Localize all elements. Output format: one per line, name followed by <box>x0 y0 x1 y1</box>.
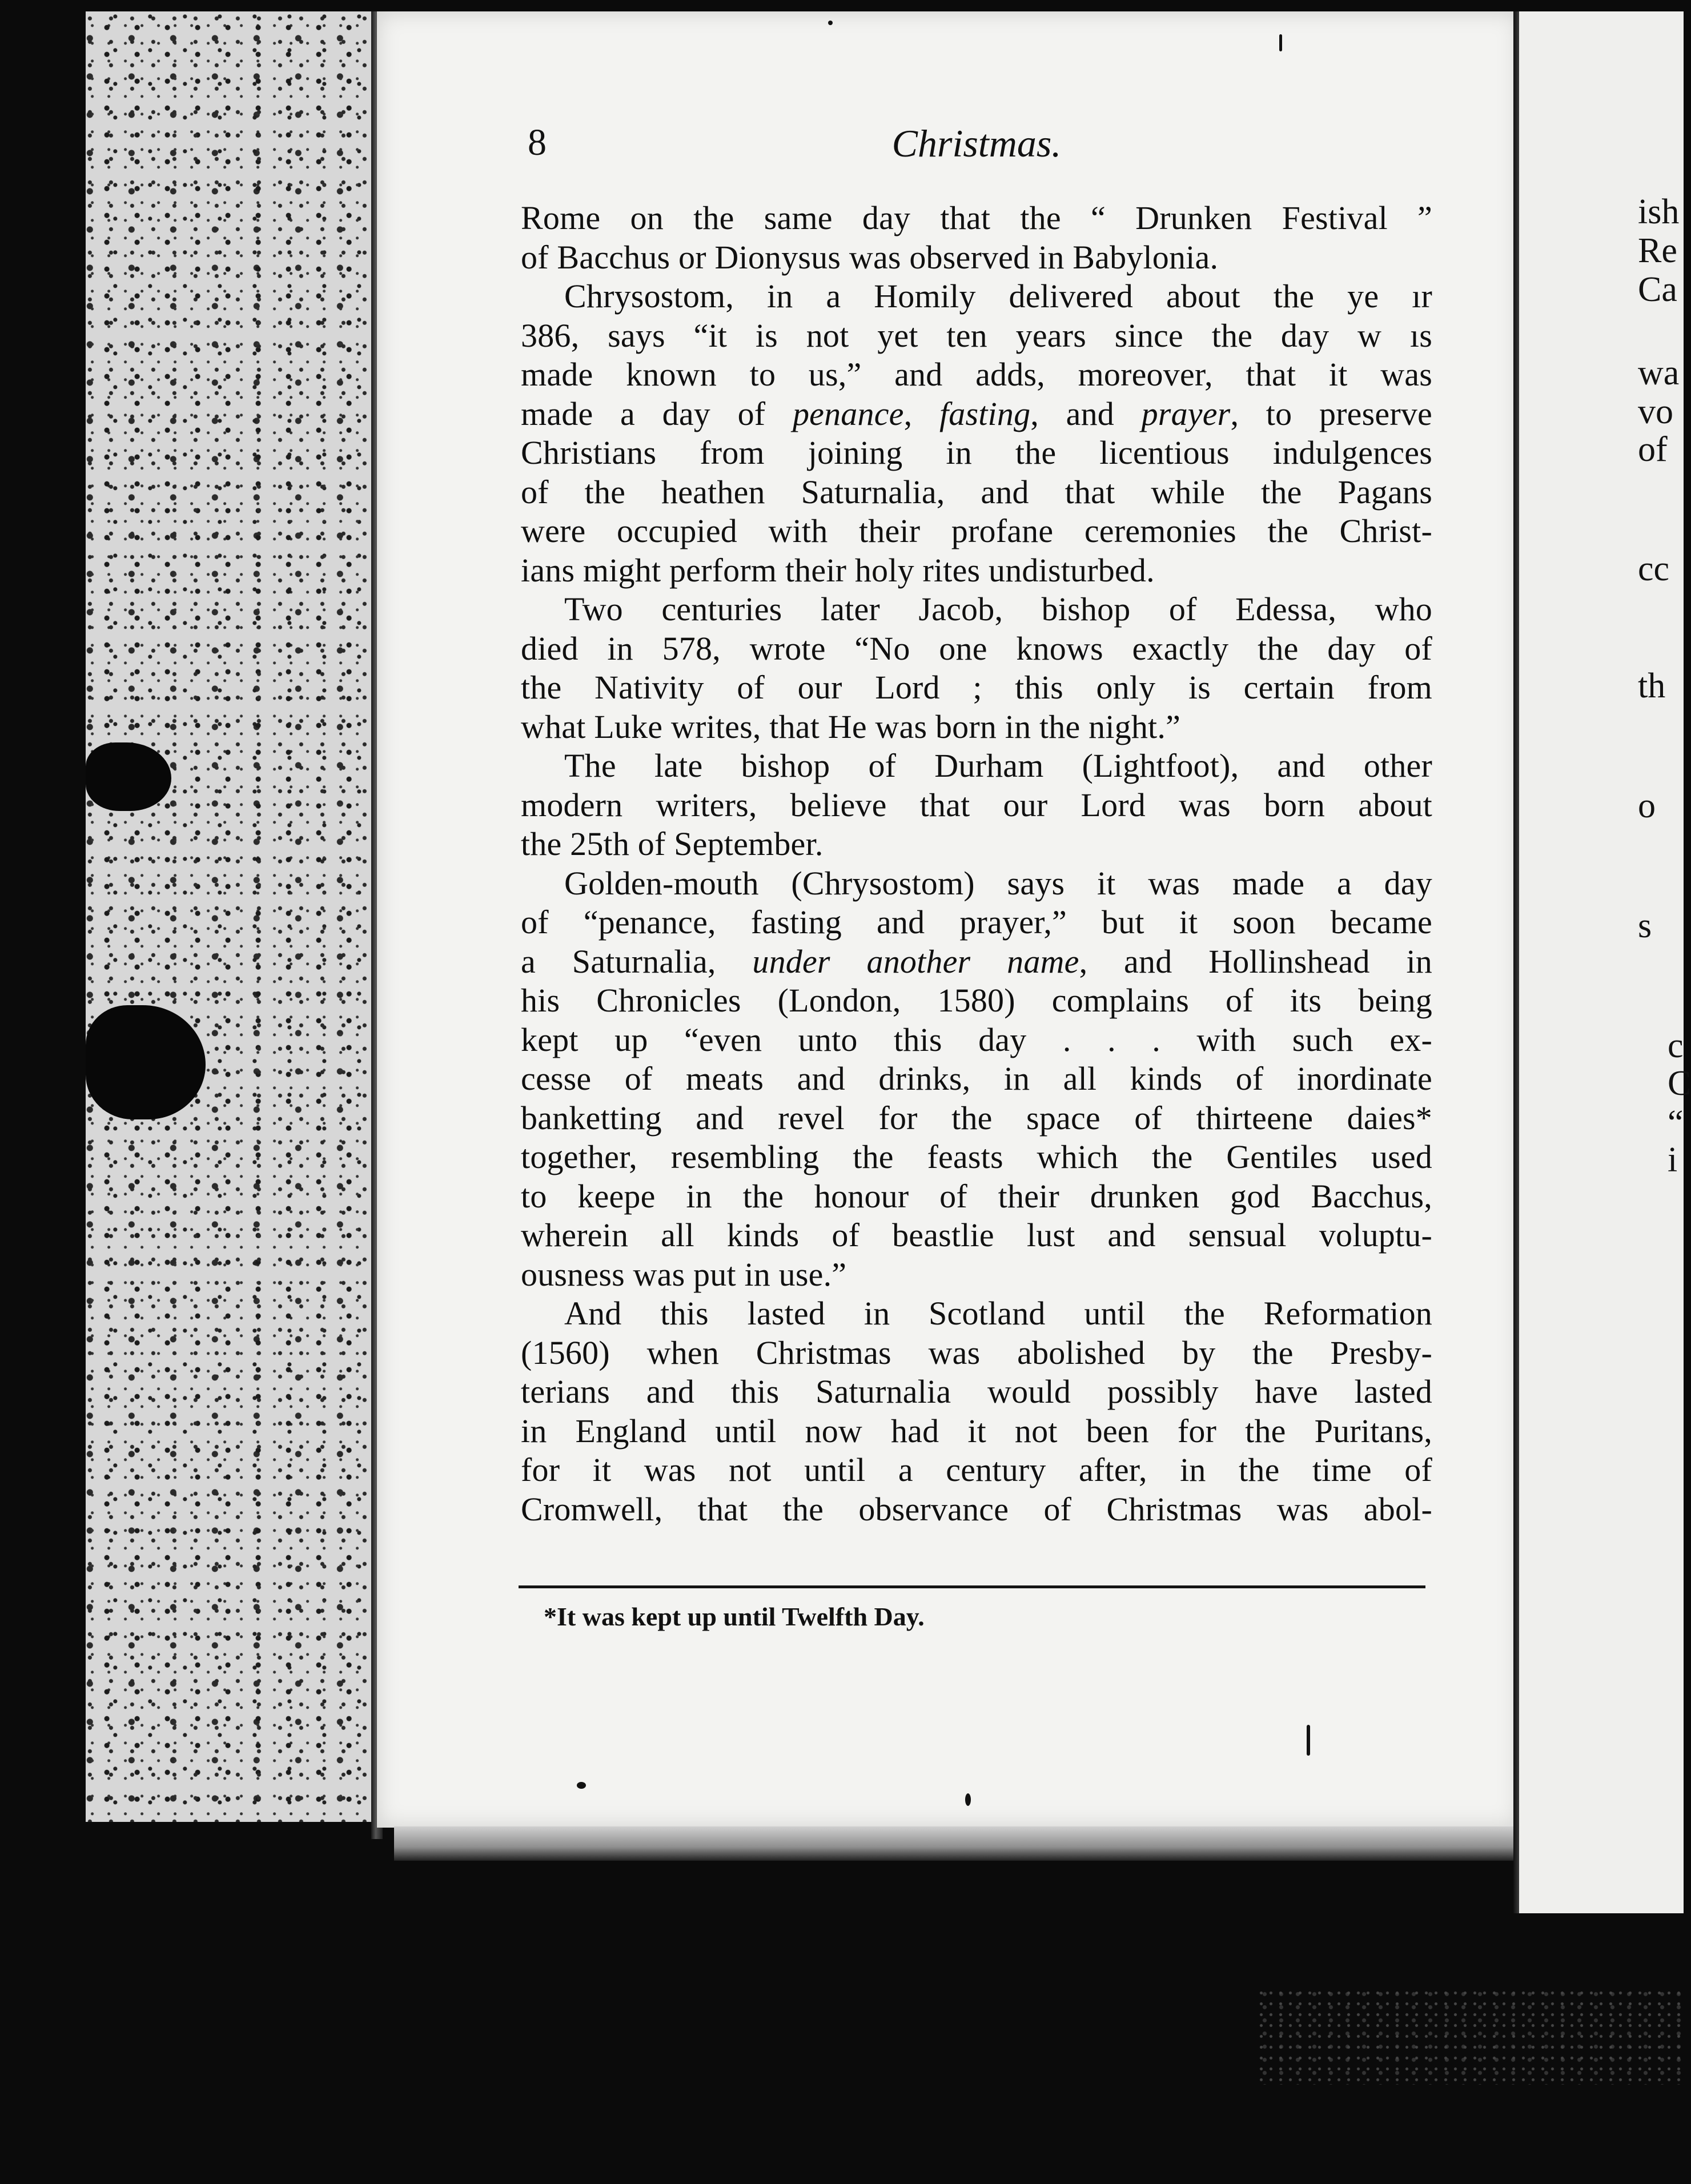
right-page-fragment: wa <box>1638 354 1680 392</box>
text-line: together, resembling the feasts which the Gentiles used <box>521 1138 1432 1175</box>
ink-speck <box>1279 34 1282 51</box>
text-line: his Chronicles (London, 1580) complains of its being <box>521 982 1432 1019</box>
text-line: And this lasted in Scotland until the Reformation <box>564 1295 1432 1332</box>
text-line: cesse of meats and drinks, in all kinds of inordinate <box>521 1060 1432 1097</box>
right-page-fragment: Ca <box>1638 270 1677 309</box>
left-page-strip <box>86 11 383 1822</box>
body-text <box>521 199 1432 1529</box>
text-line: of “penance, fasting and prayer,” but it soon became <box>521 904 1432 941</box>
ink-speck <box>828 21 833 25</box>
text-line: for it was not until a century after, in the time of <box>521 1451 1432 1488</box>
ink-speck <box>1307 1725 1310 1756</box>
text-line: banketting and revel for the space of thirteene daies* <box>521 1099 1432 1137</box>
right-page-fragment: cc <box>1638 549 1670 588</box>
text-line: Rome on the same day that the “ Drunken Festival ” <box>521 199 1432 236</box>
right-page-fragment: i <box>1668 1141 1678 1179</box>
text-line: a Saturnalia, under another name, and Hollinshead in <box>521 942 1432 980</box>
right-page-fragment: C <box>1668 1064 1691 1103</box>
scan-noise <box>1256 1988 1684 2085</box>
text-line: Two centuries later Jacob, bishop of Edessa, who <box>564 591 1432 628</box>
text-line: in England until now had it not been for the Puritans, <box>521 1412 1432 1450</box>
text-line: terians and this Saturnalia would possibly have lasted <box>521 1373 1432 1410</box>
right-page-fragment: o <box>1638 786 1656 825</box>
ink-speck <box>577 1782 586 1789</box>
text-line: to keepe in the honour of their drunken god Bacchus, <box>521 1177 1432 1215</box>
text-line: ousness was put in use.” <box>521 1255 847 1293</box>
text-line: The late bishop of Durham (Lightfoot), and other <box>564 747 1432 784</box>
text-line: 386, says “it is not yet ten years since the day w ıs <box>521 316 1432 354</box>
text-line: (1560) when Christmas was abolished by the Presby- <box>521 1334 1432 1371</box>
text-line: died in 578, wrote “No one knows exactly the day of <box>521 629 1432 667</box>
text-line: were occupied with their profane ceremonies the Christ- <box>521 512 1432 549</box>
text-line: Christians from joining in the licentious indulgences <box>521 434 1432 471</box>
text-line: modern writers, believe that our Lord was born about <box>521 786 1432 824</box>
page-number: 8 <box>528 122 547 163</box>
footnote-rule <box>519 1585 1425 1588</box>
right-page-fragment: vo <box>1638 392 1673 431</box>
right-page-fragment: ish <box>1638 192 1680 231</box>
text-line: ians might perform their holy rites undisturbed. <box>521 551 1155 589</box>
text-line: made a day of penance, fasting, and prayer, to preserve <box>521 395 1432 432</box>
page-bottom-edge <box>394 1826 1536 1861</box>
ink-speck <box>965 1793 971 1806</box>
page-header <box>525 121 1428 172</box>
text-line: kept up “even unto this day . . . with such ex- <box>521 1021 1432 1058</box>
text-line: the Nativity of our Lord ; this only is certain from <box>521 669 1432 706</box>
text-line: what Luke writes, that He was born in the night.” <box>521 708 1181 745</box>
text-line: of the heathen Saturnalia, and that while the Pagans <box>521 473 1432 511</box>
text-line: Cromwell, that the observance of Christmas was abol- <box>521 1490 1432 1528</box>
text-line: of Bacchus or Dionysus was observed in Babylonia. <box>521 238 1219 276</box>
right-page-fragment: “ <box>1668 1103 1684 1142</box>
footnote: *It was kept up until Twelfth Day. <box>544 1602 925 1631</box>
text-line: wherein all kinds of beastlie lust and sensual voluptu- <box>521 1217 1432 1254</box>
running-title: Christmas. <box>891 122 1062 165</box>
right-page-fragment: Re <box>1638 231 1677 270</box>
text-line: Chrysostom, in a Homily delivered about the ye ır <box>564 278 1432 315</box>
text-line: made known to us,” and adds, moreover, that it was <box>521 356 1432 393</box>
text-line: the 25th of September. <box>521 825 824 862</box>
right-page-fragment: th <box>1638 667 1666 705</box>
right-page-fragment: s <box>1638 906 1652 945</box>
right-page-fragment: of <box>1638 430 1668 469</box>
text-line: Golden-mouth (Chrysostom) says it was made a day <box>564 864 1432 902</box>
ink-blot <box>86 742 171 811</box>
right-page-fragment: c <box>1668 1026 1684 1065</box>
